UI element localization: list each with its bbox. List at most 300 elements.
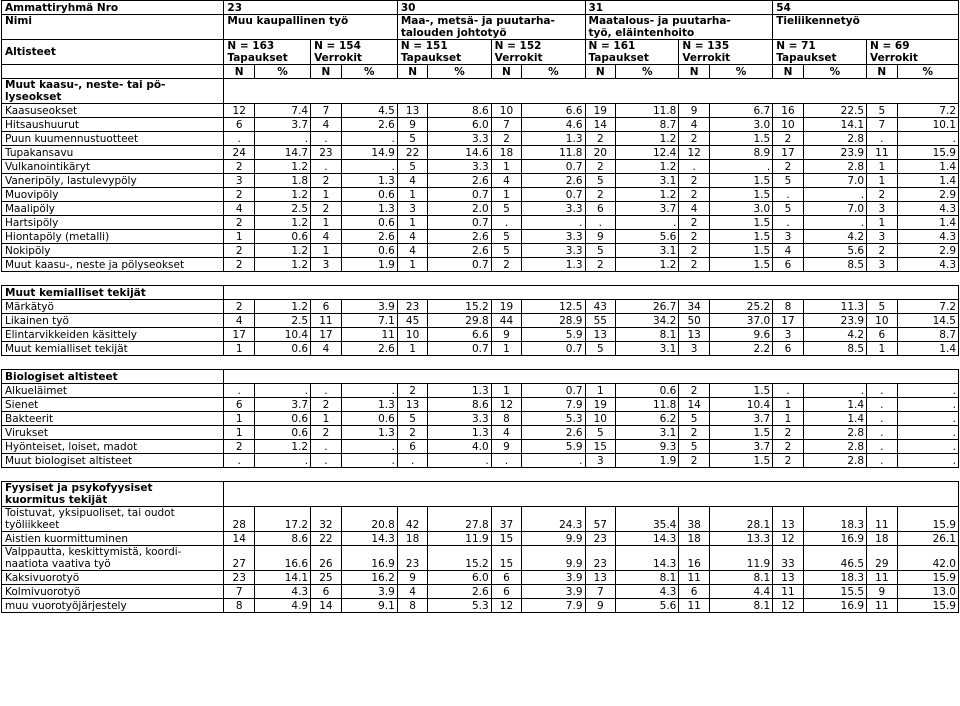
cell-n: 9 [585,599,616,613]
table-row [2,314,959,328]
cell-n: 5 [867,104,898,118]
cell-n: 5 [397,412,428,426]
cell-n: 12 [491,599,522,613]
cell-pct: 8.9 [709,146,772,160]
cell-pct: 1.9 [616,454,679,468]
cell-n: 2 [397,426,428,440]
cell-pct: 5.3 [522,412,585,426]
table-row [2,132,959,146]
cell-pct: 1.3 [341,174,397,188]
section-title-line1: Biologiset altisteet [5,371,118,383]
cell-n: . [224,384,255,398]
section-title-line1: Muut kaasu-, neste- tai pö- [5,79,166,91]
cell-pct: 0.6 [341,188,397,202]
cell-pct: 8.6 [428,398,491,412]
row-label [2,202,224,216]
cell-pct: 14.1 [803,118,866,132]
cell-n: 33 [773,546,804,571]
section-title-row [2,370,959,384]
cell-n: 1 [397,342,428,356]
cell-pct: 7.2 [897,104,958,118]
cell-pct: 15.2 [428,300,491,314]
group-30-controls-label: Verrokit [494,52,543,64]
cell-n: 12 [491,398,522,412]
cell-pct: 2.9 [897,188,958,202]
table-row [2,160,959,174]
cell-pct: 1.5 [709,426,772,440]
cell-n: 2 [397,384,428,398]
cell-pct: 9.9 [522,532,585,546]
row-label [2,454,224,468]
cell-n: 13 [585,328,616,342]
cell-n: 10 [773,118,804,132]
cell-pct: 3.9 [522,571,585,585]
cell-n: 5 [773,174,804,188]
col-pct-header: % [341,65,397,79]
cell-n: 16 [679,546,710,571]
cell-pct: . [897,132,958,146]
cell-pct: 0.6 [255,412,311,426]
cell-n: 1 [397,188,428,202]
cell-n: 4 [397,585,428,599]
cell-n: 8 [491,412,522,426]
cell-n: 57 [585,507,616,532]
cell-pct: 2.0 [428,202,491,216]
cell-n: 4 [491,174,522,188]
cell-pct: 8.1 [616,328,679,342]
cell-pct: . [255,132,311,146]
cell-pct: 18.3 [803,571,866,585]
cell-pct: 14.1 [255,571,311,585]
group-54-controls-label: Verrokit [870,52,918,64]
header-row-n [2,40,959,65]
cell-n: 11 [867,146,898,160]
section-title [2,482,224,507]
row-label [2,507,224,532]
header-row-nro [2,1,959,15]
cell-pct: 3.7 [255,118,311,132]
cell-n: 2 [585,160,616,174]
section-title [2,79,224,104]
cell-n: 2 [679,426,710,440]
cell-pct: 34.2 [616,314,679,328]
cell-n: 18 [867,532,898,546]
cell-n: 15 [585,440,616,454]
cell-n: 9 [491,440,522,454]
cell-pct: 15.9 [897,507,958,532]
cell-pct: 2.5 [255,202,311,216]
cell-pct: 7.2 [897,300,958,314]
cell-pct: 2.8 [803,440,866,454]
cell-n: 17 [311,328,342,342]
row-label [2,585,224,599]
row-label [2,384,224,398]
cell-pct: 11 [341,328,397,342]
cell-pct: 14.3 [341,532,397,546]
cell-pct: . [897,398,958,412]
row-label [2,342,224,356]
section-title-line1: Muut kemialliset tekijät [5,287,146,299]
cell-n: . [867,426,898,440]
cell-n: . [867,454,898,468]
cell-n: . [311,132,342,146]
cell-n: 10 [585,412,616,426]
cell-pct: 17.2 [255,507,311,532]
cell-n: 12 [679,146,710,160]
spacer-row [2,356,959,370]
cell-pct: 1.3 [341,202,397,216]
cell-pct: 12.5 [522,300,585,314]
cell-n: . [311,440,342,454]
cell-n: 5 [773,202,804,216]
cell-pct: 5.6 [616,599,679,613]
cell-pct: . [522,454,585,468]
cell-pct: 3.7 [255,398,311,412]
row-label-line1: Kaksivuorotyö [5,572,80,584]
cell-n: 2 [224,160,255,174]
cell-pct: 1.9 [341,258,397,272]
cell-pct: . [255,454,311,468]
section-title [2,286,224,300]
group-54-controls [867,40,959,65]
cell-pct: 0.7 [428,258,491,272]
spacer-cell [2,356,959,370]
cell-n: 10 [867,314,898,328]
cell-pct: 14.9 [341,146,397,160]
cell-pct: 28.9 [522,314,585,328]
cell-n: 8 [224,599,255,613]
cell-pct: 24.3 [522,507,585,532]
cell-pct: 4.5 [341,104,397,118]
table-row [2,174,959,188]
cell-n: 14 [224,532,255,546]
group-54-cases-n: N = 71 [776,40,816,52]
cell-n: 7 [585,585,616,599]
cell-pct: 0.7 [522,160,585,174]
group-23-controls-n: N = 154 [314,40,361,52]
cell-pct: 1.2 [616,258,679,272]
cell-pct: 3.7 [616,202,679,216]
row-label [2,160,224,174]
row-label-line1: Maalipöly [5,203,55,215]
row-label-line1: Muut kaasu-, neste ja pölyseokset [5,259,185,271]
cell-pct: . [897,426,958,440]
table-row [2,328,959,342]
spacer-cell [2,468,959,482]
cell-pct: 8.1 [709,571,772,585]
group-30-cases-label: Tapaukset [400,52,462,64]
cell-pct: 7.0 [803,174,866,188]
cell-pct: 26.7 [616,300,679,314]
cell-pct: 18.3 [803,507,866,532]
cell-n: 7 [491,118,522,132]
table-row [2,546,959,571]
cell-n: 9 [397,571,428,585]
cell-pct: 20.8 [341,507,397,532]
cell-pct: . [897,384,958,398]
cell-pct: 2.8 [803,160,866,174]
cell-n: 2 [679,230,710,244]
cell-pct: 8.1 [616,571,679,585]
row-label [2,426,224,440]
row-label-line1: Hartsipöly [5,217,59,229]
cell-pct: 0.7 [522,342,585,356]
table-row [2,188,959,202]
cell-n: 13 [397,398,428,412]
cell-pct: 1.2 [255,440,311,454]
cell-pct: 1.3 [341,398,397,412]
cell-n: 7 [224,585,255,599]
cell-pct: 1.5 [709,132,772,146]
cell-pct: 4.3 [897,230,958,244]
cell-n: 3 [867,202,898,216]
cell-pct: 8.7 [897,328,958,342]
cell-pct: 2.8 [803,454,866,468]
section-title-line1: Fyysiset ja psykofyysiset [5,482,153,494]
cell-n: 2 [224,188,255,202]
cell-n: 2 [773,454,804,468]
cell-pct: 0.7 [522,188,585,202]
cell-pct: 2.5 [255,314,311,328]
table-row [2,202,959,216]
cell-n: 2 [224,244,255,258]
group-30-cases-n: N = 151 [400,40,448,52]
cell-pct: 8.5 [803,258,866,272]
cell-n: 6 [224,118,255,132]
cell-pct: 6.6 [428,328,491,342]
cell-pct: 3.7 [709,440,772,454]
cell-n: 2 [224,216,255,230]
cell-pct: 1.3 [522,258,585,272]
section-title-row [2,482,959,507]
cell-pct: 8.1 [709,599,772,613]
group-23-nro: 23 [224,1,397,15]
row-label-line1: muu vuorotyöjärjestely [5,600,127,612]
cell-n: . [585,216,616,230]
cell-n: 10 [491,104,522,118]
row-label [2,188,224,202]
cell-n: . [679,160,710,174]
row-label [2,532,224,546]
col-n-header: N [311,65,342,79]
cell-n: 2 [311,202,342,216]
row-label-line1: Muut kemialliset tekijät [5,343,128,355]
cell-pct: 7.9 [522,599,585,613]
cell-n: 15 [491,546,522,571]
group-54-cases [773,40,867,65]
cell-pct: 2.6 [522,426,585,440]
cell-pct: 2.8 [803,426,866,440]
cell-n: . [491,216,522,230]
cell-n: 1 [773,398,804,412]
table-row [2,118,959,132]
cell-n: 25 [311,571,342,585]
row-label-line1: Vulkanointikäryt [5,161,91,173]
cell-n: 1 [397,216,428,230]
section-title-fill [224,482,959,507]
cell-n: 3 [224,174,255,188]
cell-n: 1 [311,412,342,426]
cell-n: 16 [773,104,804,118]
cell-n: 2 [491,258,522,272]
cell-n: 2 [679,384,710,398]
cell-n: 23 [585,532,616,546]
cell-pct: 8.6 [255,532,311,546]
cell-pct: . [897,440,958,454]
cell-n: 5 [679,440,710,454]
header-nimi-label: Nimi [2,15,224,40]
cell-pct: 3.1 [616,342,679,356]
group-31-cases [585,40,679,65]
cell-n: 3 [397,202,428,216]
cell-pct: 1.2 [255,160,311,174]
cell-n: 13 [773,571,804,585]
row-label-line1: Aistien kuormittuminen [5,533,128,545]
table-row [2,104,959,118]
cell-n: . [867,412,898,426]
cell-pct: 5.9 [522,328,585,342]
cell-pct: 16.9 [803,532,866,546]
cell-n: 6 [773,342,804,356]
group-23-name: Muu kaupallinen työ [224,15,397,40]
section-title-fill [224,79,959,104]
cell-n: . [867,398,898,412]
table-row [2,426,959,440]
cell-n: 12 [773,532,804,546]
group-30-name-line1: Maa-, metsä- ja puutarha- [400,15,555,27]
cell-n: 11 [867,571,898,585]
cell-pct: 1.3 [428,384,491,398]
cell-n: 4 [679,202,710,216]
cell-n: 26 [311,546,342,571]
cell-pct: 15.2 [428,546,491,571]
row-label-line1: Likainen työ [5,315,69,327]
cell-n: 8 [773,300,804,314]
cell-n: 9 [585,230,616,244]
cell-pct: 3.9 [341,300,397,314]
group-54-nro: 54 [773,1,959,15]
cell-pct: 29.8 [428,314,491,328]
cell-n: 43 [585,300,616,314]
cell-n: 28 [224,507,255,532]
spacer-row [2,468,959,482]
cell-pct: 6.0 [428,571,491,585]
group-30-name-line2: talouden johtotyö [400,27,507,39]
group-31-controls [679,40,773,65]
cell-n: 12 [773,599,804,613]
cell-pct: 4.9 [255,599,311,613]
cell-n: 2 [773,160,804,174]
cell-n: 2 [224,440,255,454]
cell-n: 4 [679,118,710,132]
cell-pct: 12.4 [616,146,679,160]
cell-pct: 6.2 [616,412,679,426]
cell-pct: 1.2 [616,132,679,146]
cell-pct: 4.2 [803,328,866,342]
row-label-line1: Elintarvikkeiden käsittely [5,329,137,341]
col-n-header: N [773,65,804,79]
cell-pct: 42.0 [897,546,958,571]
cell-n: 7 [311,104,342,118]
cell-n: 14 [311,599,342,613]
group-31-cases-n: N = 161 [588,40,636,52]
cell-n: 5 [397,132,428,146]
cell-n: 7 [867,118,898,132]
cell-n: 2 [679,244,710,258]
cell-n: 23 [311,146,342,160]
cell-pct: 1.5 [709,216,772,230]
col-pct-header: % [522,65,585,79]
cell-pct: 0.7 [428,216,491,230]
cell-pct: 8.6 [428,104,491,118]
cell-n: 22 [397,146,428,160]
cell-pct: 8.5 [803,342,866,356]
cell-n: 4 [397,244,428,258]
cell-n: 13 [679,328,710,342]
cell-pct: 1.4 [897,160,958,174]
cell-pct: 15.9 [897,599,958,613]
cell-pct: 14.6 [428,146,491,160]
table-row [2,342,959,356]
cell-n: 4 [397,174,428,188]
col-n-header: N [867,65,898,79]
cell-n: 2 [311,174,342,188]
row-label-line1: Virukset [5,427,48,439]
cell-n: 3 [585,454,616,468]
cell-n: 1 [311,216,342,230]
group-23-controls-label: Verrokit [314,52,362,64]
group-31-nro: 31 [585,1,773,15]
row-label [2,104,224,118]
row-label [2,258,224,272]
cell-pct: 1.5 [709,174,772,188]
cell-pct: 0.6 [255,342,311,356]
cell-n: 5 [397,160,428,174]
cell-n: 3 [311,258,342,272]
group-30-name [397,15,585,40]
cell-n: 3 [867,258,898,272]
table-row [2,532,959,546]
cell-pct: 6.0 [428,118,491,132]
cell-n: 24 [224,146,255,160]
cell-pct: . [803,188,866,202]
cell-pct: 5.3 [428,599,491,613]
section-title [2,370,224,384]
cell-n: 6 [773,258,804,272]
section-title-row [2,79,959,104]
cell-n: 22 [311,532,342,546]
group-31-name-line1: Maatalous- ja puutarha- [588,15,731,27]
cell-n: 23 [585,546,616,571]
group-54-cases-label: Tapaukset [776,52,837,64]
cell-pct: 11.8 [522,146,585,160]
cell-n: 5 [491,202,522,216]
row-label [2,440,224,454]
cell-pct: . [341,160,397,174]
cell-n: 6 [224,398,255,412]
cell-n: 1 [867,342,898,356]
row-label-line1: Valppautta, keskittymistä, koordi- [5,546,182,558]
cell-pct: 28.1 [709,507,772,532]
cell-n: 8 [397,599,428,613]
cell-pct: 14.5 [897,314,958,328]
group-31-cases-label: Tapaukset [588,52,649,64]
cell-pct: 1.2 [255,216,311,230]
table-row [2,216,959,230]
cell-n: . [311,160,342,174]
cell-pct: 7.9 [522,398,585,412]
col-n-header: N [585,65,616,79]
